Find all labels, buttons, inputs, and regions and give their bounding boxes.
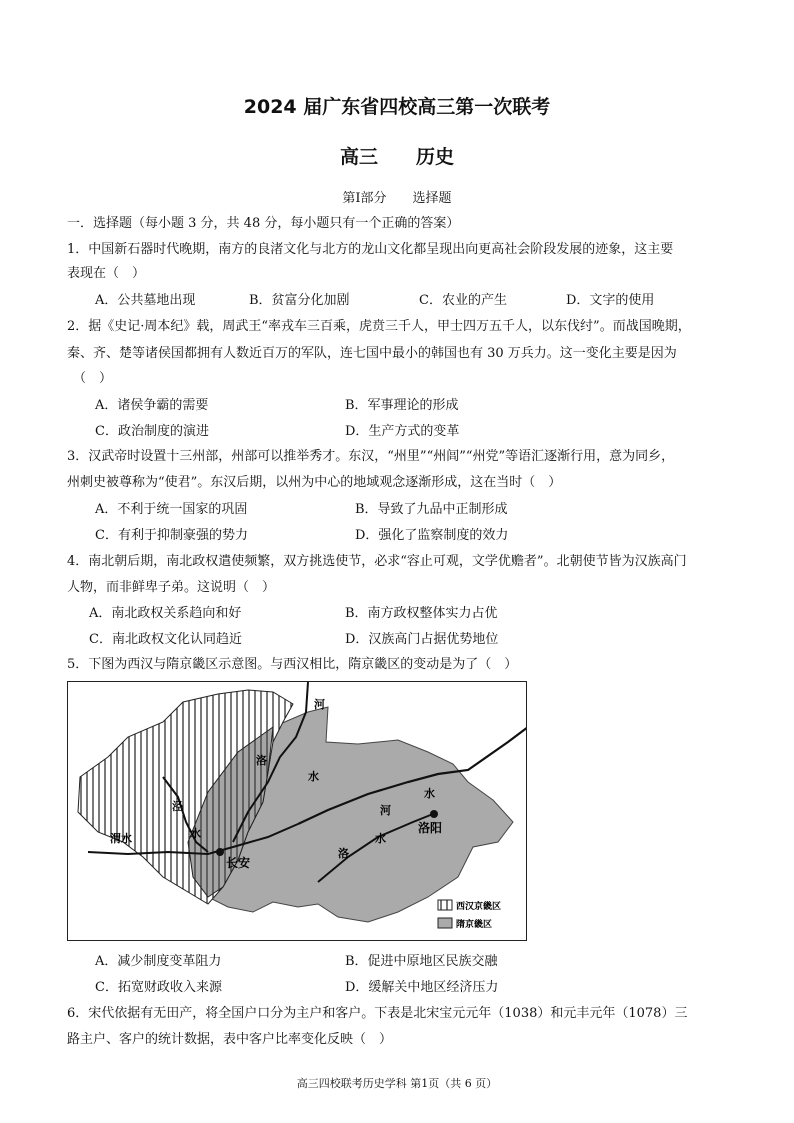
q6-stem-line2: 路主户、客户的统计数据，表中客户比率变化反映（ ）	[67, 1032, 393, 1047]
q4-option-d: D．汉族高门占据优势地位	[345, 632, 499, 647]
q4-option-b: B．南方政权整体实力占优	[345, 606, 498, 621]
q1-option-a: A．公共墓地出现	[95, 293, 196, 308]
map-label-shui3: 水	[424, 787, 435, 800]
q2-option-c: C．政治制度的演进	[95, 424, 209, 439]
capital-region-map	[67, 681, 527, 941]
q5-option-d: D．缓解关中地区经济压力	[345, 980, 499, 995]
q4-option-c: C．南北政权文化认同趋近	[89, 632, 242, 647]
q2-option-a: A．诸侯争霸的需要	[95, 398, 209, 413]
q5-option-c: C．拓宽财政收入来源	[95, 980, 222, 995]
q3-stem-line1: 3．汉武帝时设置十三州部，州部可以推举秀才。东汉，“州里”“州闾”“州党”等语汇逐渐行用，意为同乡，	[67, 449, 675, 464]
q2-stem-line2: 秦、齐、楚等诸侯国都拥有人数近百万的军队，连七国中最小的韩国也有 30 万兵力。这一变化主要是因为	[67, 346, 677, 361]
map-label-shui2: 水	[190, 827, 201, 840]
map-label-shui1: 水	[308, 770, 319, 783]
luoyang-dot	[430, 810, 438, 818]
page-footer: 高三四校联考历史学科 第1页（共 6 页）	[296, 1077, 498, 1090]
exam-subtitle: 高三 历史	[339, 146, 454, 168]
legend-sui: 隋京畿区	[456, 920, 493, 930]
q5-option-a: A．减少制度变革阻力	[95, 954, 222, 969]
q3-stem-line2: 州刺史被尊称为“使君”。东汉后期，以州为中心的地域观念逐渐形成，这在当时（ ）	[67, 475, 562, 490]
q3-option-d: D．强化了监察制度的效力	[355, 528, 509, 543]
map-label-shui4: 水	[375, 832, 386, 845]
q2-stem-line1: 2．据《史记·周本纪》载，周武王“率戎车三百乘，虎贲三千人，甲士四万五千人，以东伐纣”。而战国晚期，	[67, 319, 691, 334]
q5-option-b: B．促进中原地区民族交融	[345, 954, 498, 969]
map-legend	[438, 900, 501, 930]
section-heading: 一．选择题（每小题 3 分，共 48 分，每小题只有一个正确的答案）	[67, 216, 460, 231]
map-label-luo: 洛	[256, 754, 267, 767]
q1-stem-line1: 1．中国新石器时代晚期，南方的良渚文化与北方的龙山文化都呈现出向更高社会阶段发展的迹象，这主要	[67, 242, 674, 257]
q2-option-d: D．生产方式的变革	[345, 424, 460, 439]
exam-title: 2024 届广东省四校高三第一次联考	[243, 96, 551, 118]
map-label-jing: 泾	[172, 800, 183, 813]
q4-stem-line1: 4．南北朝后期，南北政权遣使频繁，双方挑选使节，必求“容止可观，文学优赡者”。北朝使节皆为汉族高门	[67, 554, 687, 569]
q6-stem-line1: 6．宋代依据有无田产，将全国户口分为主户和客户。下表是北宋宝元元年（1038）和元丰元年（1078）三	[67, 1006, 688, 1021]
map-label-weishui: 渭水	[110, 832, 132, 845]
q1-option-d: D．文字的使用	[566, 293, 655, 308]
part-heading: 第Ⅰ部分 选择题	[342, 191, 452, 206]
q2-option-b: B．军事理论的形成	[345, 398, 459, 413]
map-label-he2: 河	[380, 804, 391, 817]
legend-xihan: 西汉京畿区	[456, 902, 502, 912]
q4-stem-line2: 人物，而非鲜卑子弟。这说明（ ）	[67, 580, 276, 595]
q1-stem-line2: 表现在（ ）	[67, 266, 146, 281]
q3-option-b: B．导致了九品中正制形成	[355, 502, 508, 517]
map-label-he-top: 河	[314, 698, 325, 711]
map-label-changan: 长安	[226, 856, 251, 870]
changan-dot	[216, 848, 224, 856]
q2-stem-line3: （ ）	[73, 371, 113, 386]
q3-option-a: A．不利于统一国家的巩固	[95, 502, 248, 517]
map-label-luoyang: 洛阳	[418, 821, 443, 835]
q1-option-c: C．农业的产生	[419, 293, 507, 308]
q5-stem-line1: 5．下图为西汉与隋京畿区示意图。与西汉相比，隋京畿区的变动是为了（ ）	[67, 657, 518, 672]
q3-option-c: C．有利于抑制豪强的势力	[95, 528, 248, 543]
q1-option-b: B．贫富分化加剧	[249, 293, 350, 308]
map-label-luo2: 洛	[338, 847, 349, 860]
q4-option-a: A．南北政权关系趋向和好	[89, 606, 242, 621]
